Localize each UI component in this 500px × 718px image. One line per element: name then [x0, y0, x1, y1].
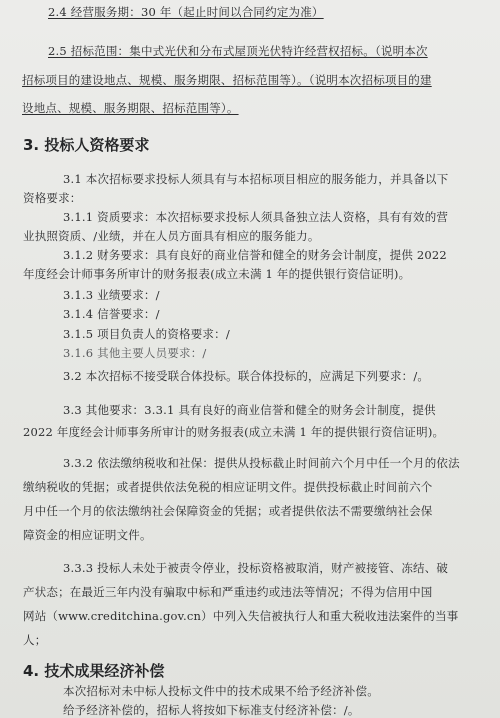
para-3-2: 3.2 本次招标不接受联合体投标。联合体投标的，应满足下列要求：/。: [63, 369, 430, 383]
para-3-1-5: 3.1.5 项目负责人的资格要求：/: [63, 327, 230, 341]
section-4-heading: 4. 技术成果经济补偿: [23, 662, 165, 680]
para-3-1-2-line-1: 3.1.2 财务要求：具有良好的商业信誉和健全的财务会计制度，提供 2022: [63, 248, 447, 262]
para-4-line-1: 本次招标对未中标人投标文件中的技术成果不给予经济补偿。: [63, 684, 379, 698]
sec2-4-line: 2.4 经营服务期：30 年（起止时间以合同约定为准）: [48, 5, 324, 19]
para-3-1-2-line-2: 年度经会计师事务所审计的财务报表(成立未满 1 年的提供银行资信证明)。: [23, 267, 411, 281]
para-3-1-line-2: 资格要求：: [23, 191, 82, 205]
para-3-3-2-line-1: 3.3.2 依法缴纳税收和社保：提供从投标截止时间前六个月中任一个月的依法: [63, 456, 460, 470]
sec2-5-line-2: 招标项目的建设地点、规模、服务期限、招标范围等）。（说明本次招标项目的建: [22, 73, 432, 87]
para-3-1-3: 3.1.3 业绩要求：/: [63, 288, 160, 302]
para-3-3-3-line-1: 3.3.3 投标人未处于被责令停业，投标资格被取消，财产被接管、冻结、破: [63, 561, 449, 575]
para-3-3-line-2: 2022 年度经会计师事务所审计的财务报表(成立未满 1 年的提供银行资信证明)。: [23, 425, 445, 439]
para-3-3-line-1: 3.3 其他要求：3.3.1 具有良好的商业信誉和健全的财务会计制度，提供: [63, 403, 436, 417]
section-3-heading: 3. 投标人资格要求: [23, 136, 150, 154]
sec2-5-line-1: 2.5 招标范围：集中式光伏和分布式屋顶光伏特许经营权招标。（说明本次: [48, 44, 428, 58]
para-3-3-2-line-3: 月中任一个月的依法缴纳社会保障资金的凭据；或者提供依法不需要缴纳社会保: [23, 504, 433, 518]
para-3-3-3-line-3: 网站（www.creditchina.gov.cn）中列入失信被执行人和重大税收违法案件的当事: [23, 609, 459, 623]
para-3-1-line-1: 3.1 本次招标要求投标人须具有与本招标项目相应的服务能力，并具备以下: [63, 172, 449, 186]
para-3-3-3-line-2: 产状态；在最近三年内没有骗取中标和严重违约或违法等情况；不得为信用中国: [23, 585, 433, 599]
para-3-1-4: 3.1.4 信誉要求：/: [63, 307, 160, 321]
para-3-3-2-line-2: 缴纳税收的凭据；或者提供依法免税的相应证明文件。提供投标截止时间前六个: [23, 480, 433, 494]
para-4-line-2: 给予经济补偿的，招标人将按如下标准支付经济补偿：/。: [63, 703, 360, 717]
para-3-1-1-line-2: 业执照资质、/业绩，并在人员方面具有相应的服务能力。: [23, 229, 320, 243]
para-3-1-1-line-1: 3.1.1 资质要求：本次招标要求投标人须具备独立法人资格，具有有效的营: [63, 210, 449, 224]
sec2-5-line-3: 设地点、规模、服务期限、招标范围等）。: [22, 101, 239, 115]
para-3-3-3-line-4: 人；: [23, 633, 47, 647]
para-3-3-2-line-4: 障资金的相应证明文件。: [23, 528, 152, 542]
para-3-1-6: 3.1.6 其他主要人员要求：/: [63, 346, 207, 360]
